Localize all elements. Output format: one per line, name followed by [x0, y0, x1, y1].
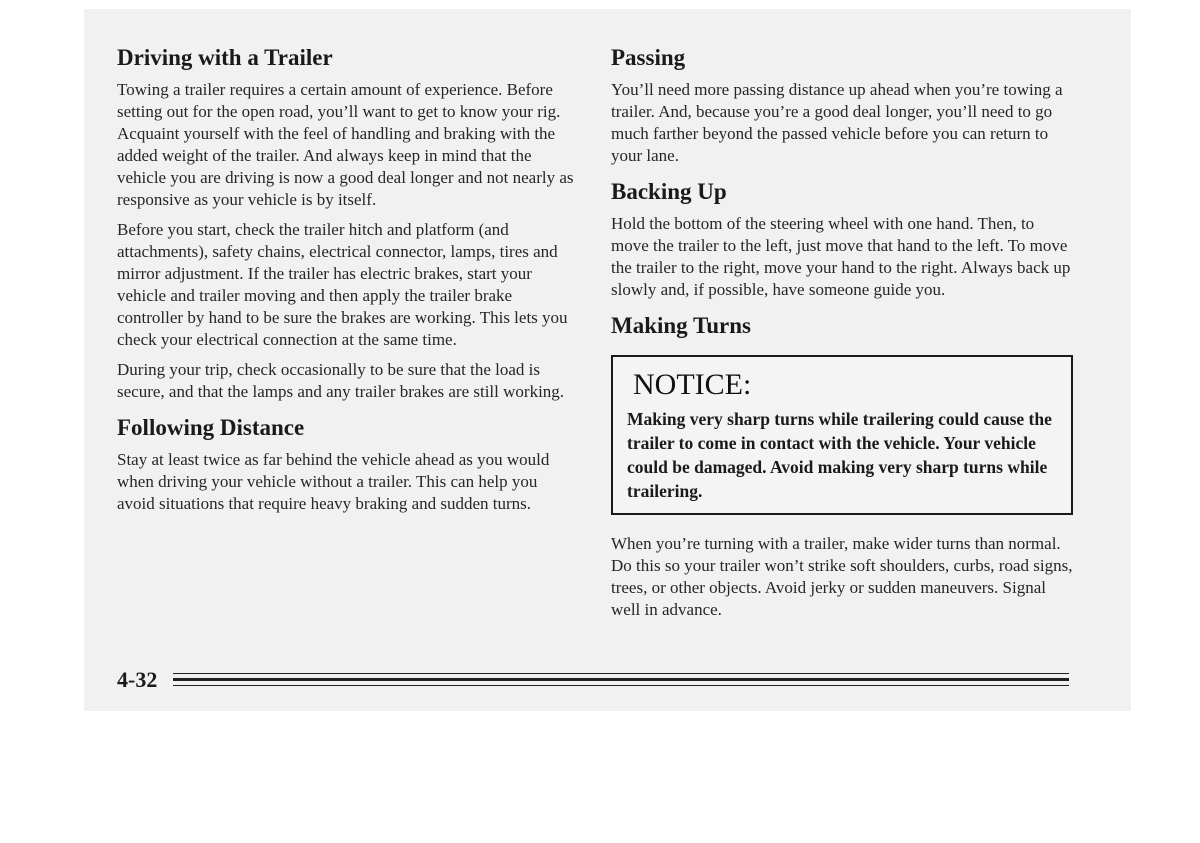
section-driving-with-a-trailer	[117, 43, 579, 403]
footer-rule	[173, 685, 1069, 686]
manual-page	[84, 9, 1131, 711]
paragraph: You’ll need more passing distance up ahead when you’re towing a trailer. And, because you’re a good deal longer, you’ll need to go much farther beyond the passed vehicle before you can return to your lane.	[611, 80, 1063, 165]
page-footer	[117, 667, 1069, 693]
paragraph: Before you start, check the trailer hitch and platform (and attachments), safety chains, electrical connector, lamps, tires and mirror adjustment. If the trailer has electric brakes, start your vehicle and trailer moving and then apply the trailer brake controller by hand to be sure the brakes are working. This lets you check your electrical connection at the same time.	[117, 220, 568, 349]
right-column	[611, 43, 1073, 631]
footer-rule	[173, 678, 1069, 681]
section-heading: Making Turns	[611, 313, 751, 338]
left-column	[117, 43, 579, 525]
notice-body: Making very sharp turns while trailering could cause the trailer to come in contact with the vehicle. Your vehicle could be damaged. Avoid making very sharp turns while trailering.	[627, 409, 1052, 501]
footer-rule	[173, 673, 1069, 674]
section-heading: Following Distance	[117, 415, 305, 440]
section-backing-up	[611, 177, 1073, 301]
notice-title: NOTICE:	[633, 368, 752, 401]
section-heading: Driving with a Trailer	[117, 45, 333, 70]
section-heading: Passing	[611, 45, 686, 70]
paragraph: Hold the bottom of the steering wheel with one hand. Then, to move the trailer to the left, just move that hand to the left. To move the trailer to the right, move your hand to the right. Always back up slowly and, if possible, have someone guide you.	[611, 214, 1071, 299]
paragraph: Towing a trailer requires a certain amount of experience. Before setting out for the open road, you’ll want to get to know your rig. Acquaint yourself with the feel of handling and braking with the added weight of the trailer. And always keep in mind that the vehicle you are driving is now a good deal longer and not nearly as responsive as your vehicle is by itself.	[117, 80, 574, 209]
page-number: 4-32	[117, 667, 158, 692]
section-making-turns	[611, 311, 1073, 621]
section-following-distance	[117, 413, 579, 515]
section-heading: Backing Up	[611, 179, 727, 204]
section-passing	[611, 43, 1073, 167]
paragraph: When you’re turning with a trailer, make wider turns than normal. Do this so your trailer won’t strike soft shoulders, curbs, road signs, trees, or other objects. Avoid jerky or sudden maneuvers. Signal well in advance.	[611, 534, 1073, 619]
paragraph: Stay at least twice as far behind the vehicle ahead as you would when driving your vehicle without a trailer. This can help you avoid situations that require heavy braking and sudden turns.	[117, 450, 550, 513]
paragraph: During your trip, check occasionally to be sure that the load is secure, and that the lamps and any trailer brakes are still working.	[117, 360, 565, 401]
notice-box	[611, 355, 1073, 515]
